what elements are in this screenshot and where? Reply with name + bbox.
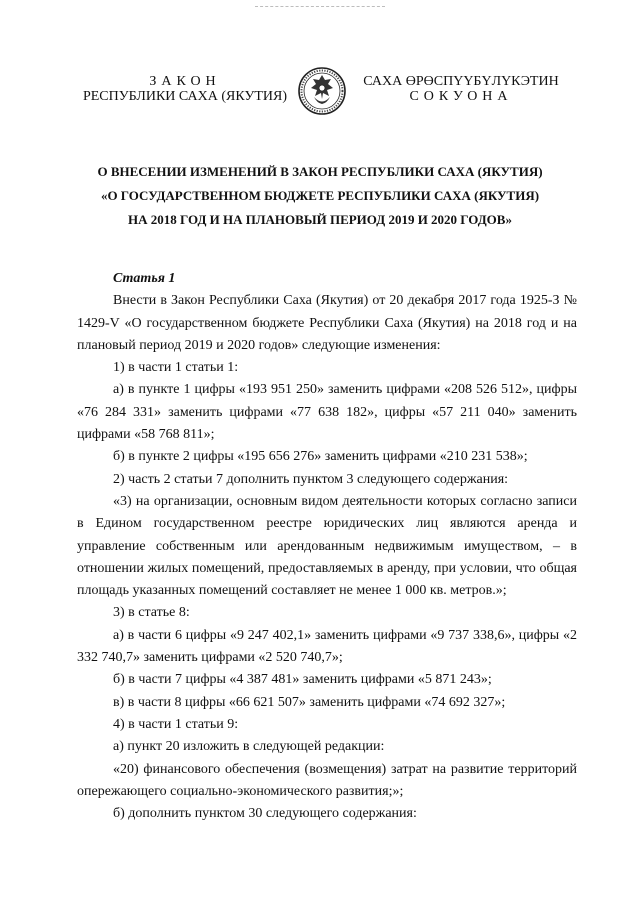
header-left: [60, 74, 310, 104]
article-heading: Статья 1: [113, 271, 176, 286]
paragraph: 1) в части 1 статьи 1:: [113, 360, 239, 376]
header-left-line1: ЗАКОН: [149, 74, 221, 89]
title-line-2: «О ГОСУДАРСТВЕННОМ БЮДЖЕТЕ РЕСПУБЛИКИ САХА (ЯКУТИЯ): [100, 188, 540, 203]
header-right-line2: СОКУОНА: [409, 89, 513, 104]
header-left-line2: РЕСПУБЛИКИ САХА (ЯКУТИЯ): [82, 89, 288, 104]
paragraph: 2) часть 2 статьи 7 дополнить пунктом 3 следующего содержания:: [113, 471, 509, 487]
coat-of-arms-seal-icon: [297, 66, 347, 116]
paragraph: «20) финансового обеспечения (возмещения) затрат на развитие территорий опережающего социально-экономического развития;»;: [77, 761, 577, 799]
document-title: [40, 160, 600, 232]
paragraph: а) пункт 20 изложить в следующей редакции:: [113, 739, 385, 755]
paragraph: б) в пункте 2 цифры «195 656 276» заменить цифрами «210 231 538»;: [113, 449, 528, 465]
paragraph: 4) в части 1 статьи 9:: [113, 716, 239, 732]
paragraph: а) в части 6 цифры «9 247 402,1» заменить цифрами «9 737 338,6», цифры «2 332 740,7» заменить цифрами «2 520 740,7»;: [77, 627, 577, 666]
header-right-line1: САХА ӨРӨСПҮҮБҮЛҮКЭТИН: [363, 74, 559, 89]
paragraph: б) дополнить пунктом 30 следующего содержания:: [113, 806, 417, 822]
paragraph: Внести в Закон Республики Саха (Якутия) от 20 декабря 2017 года 1925-З № 1429-V «О государственном бюджете Республики Саха (Якутия) на 2018 год и на плановый период 2019 и 2020 годов» следующие изменения:: [77, 293, 577, 353]
scan-artifact: [255, 6, 385, 8]
paragraph: б) в части 7 цифры «4 387 481» заменить цифрами «5 871 243»;: [113, 672, 492, 688]
paragraph: 3) в статье 8:: [113, 605, 190, 621]
document-header: [0, 66, 640, 126]
title-line-1: О ВНЕСЕНИИ ИЗМЕНЕНИЙ В ЗАКОН РЕСПУБЛИКИ САХА (ЯКУТИЯ): [97, 164, 543, 179]
header-right: [356, 74, 566, 104]
title-line-3: НА 2018 ГОД И НА ПЛАНОВЫЙ ПЕРИОД 2019 И 2020 ГОДОВ»: [128, 212, 512, 227]
paragraph: а) в пункте 1 цифры «193 951 250» заменить цифрами «208 526 512», цифры «76 284 331» заменить цифрами «77 638 182», цифры «57 211 040» заменить цифрами «58 768 811»;: [77, 382, 577, 443]
paragraph: «3) на организации, основным видом деятельности которых согласно записи в Едином государственном реестре юридических лиц являются аренда и управление собственным или арендованным недвижимым имуществом, – в отношении жилых помещений, предоставляемых в аренду, при условии, что общая площадь указанных помещений составляет не менее 1 000 кв. метров.»;: [77, 493, 577, 599]
paragraph: в) в части 8 цифры «66 621 507» заменить цифрами «74 692 327»;: [113, 694, 506, 710]
document-body: [77, 268, 577, 825]
